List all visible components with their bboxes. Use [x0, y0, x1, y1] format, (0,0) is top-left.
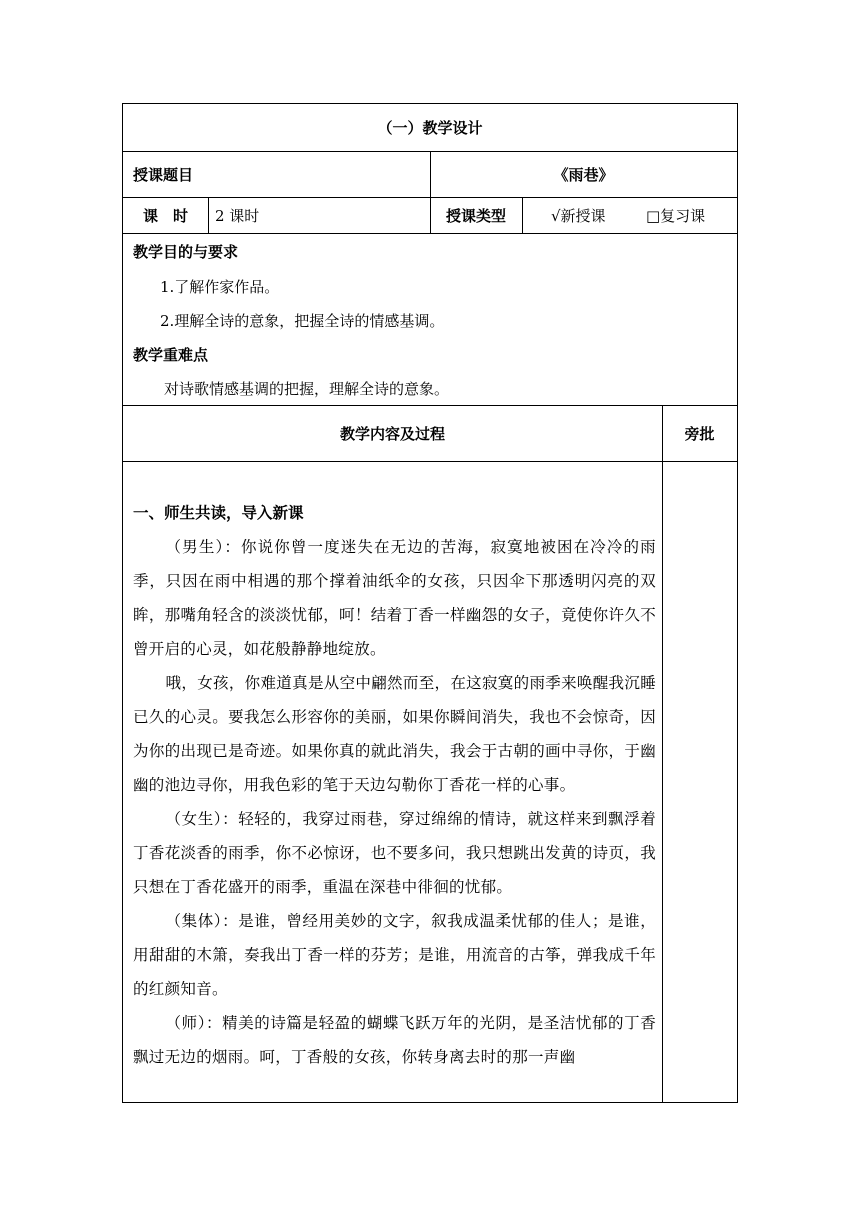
- process-title-row: [123, 406, 737, 462]
- goals-row: [123, 234, 737, 406]
- section-heading: 一、师生共读，导入新课: [133, 504, 304, 522]
- goal-item: 2.理解全诗的意象，把握全诗的情感基调。: [160, 312, 445, 330]
- lesson-type-new-option: √新授课: [551, 207, 606, 225]
- lesson-type-review-option: □复习课: [646, 207, 706, 225]
- lesson-type-label: 授课类型: [445, 207, 506, 225]
- goals-heading: 教学目的与要求: [133, 243, 239, 261]
- lesson-plan-table: [122, 103, 738, 1103]
- hours-label: 课 时: [142, 207, 188, 225]
- content-paragraph: （集体）：是谁，曾经用美妙的文字，叙我成温柔忧郁的佳人；是谁，用甜甜的木箫，奏我出丁香一样的芬芳；是谁，用流音的古筝，弹我成千年的红颜知音。: [133, 912, 656, 998]
- side-notes-cell: [663, 462, 737, 1102]
- content-paragraph: （师）：精美的诗篇是轻盈的蝴蝶飞跃万年的光阴，是圣洁忧郁的丁香飘过无边的烟雨。呵，丁香般的女孩，你转身离去时的那一声幽: [133, 1014, 656, 1066]
- content-paragraph: 哦，女孩，你难道真是从空中翩然而至，在这寂寞的雨季来唤醒我沉睡已久的心灵。要我怎么形容你的美丽，如果你瞬间消失，我也不会惊奇，因为你的出现已是奇迹。如果你真的就此消失，我会于古朝的画中寻你，于幽幽的池边寻你，用我色彩的笔于天边勾勒你丁香花一样的心事。: [133, 674, 656, 794]
- content-paragraph: （男生）：你说你曾一度迷失在无边的苦海，寂寞地被困在冷冷的雨季，只因在雨中相遇的那个撑着油纸伞的女孩，只因伞下那透明闪亮的双眸，那嘴角轻含的淡淡忧郁，呵！结着丁香一样幽怨的女子，竟使你许久不曾开启的心灵，如花般静静地绽放。: [133, 538, 656, 658]
- content-body: [133, 496, 656, 1074]
- process-title: 教学内容及过程: [339, 425, 445, 443]
- side-notes-title: 旁批: [684, 425, 715, 443]
- hours-row: [123, 198, 737, 234]
- hours-value: 2 课时: [215, 207, 260, 225]
- topic-row: [123, 152, 737, 198]
- goal-item: 1.了解作家作品。: [160, 278, 280, 296]
- table-title: （一）教学设计: [377, 119, 483, 137]
- key-points-heading: 教学重难点: [133, 346, 209, 364]
- content-row: [123, 462, 737, 1102]
- content-paragraph: （女生）：轻轻的，我穿过雨巷，穿过绵绵的情诗，就这样来到飘浮着丁香花淡香的雨季，你不必惊讶，也不要多问，我只想跳出发黄的诗页，我只想在丁香花盛开的雨季，重温在深巷中徘徊的忧郁。: [133, 810, 656, 896]
- key-points-text: 对诗歌情感基调的把握，理解全诗的意象。: [164, 380, 450, 398]
- topic-label: 授课题目: [133, 166, 194, 184]
- topic-value: 《雨巷》: [553, 166, 614, 184]
- header-row: [123, 104, 737, 152]
